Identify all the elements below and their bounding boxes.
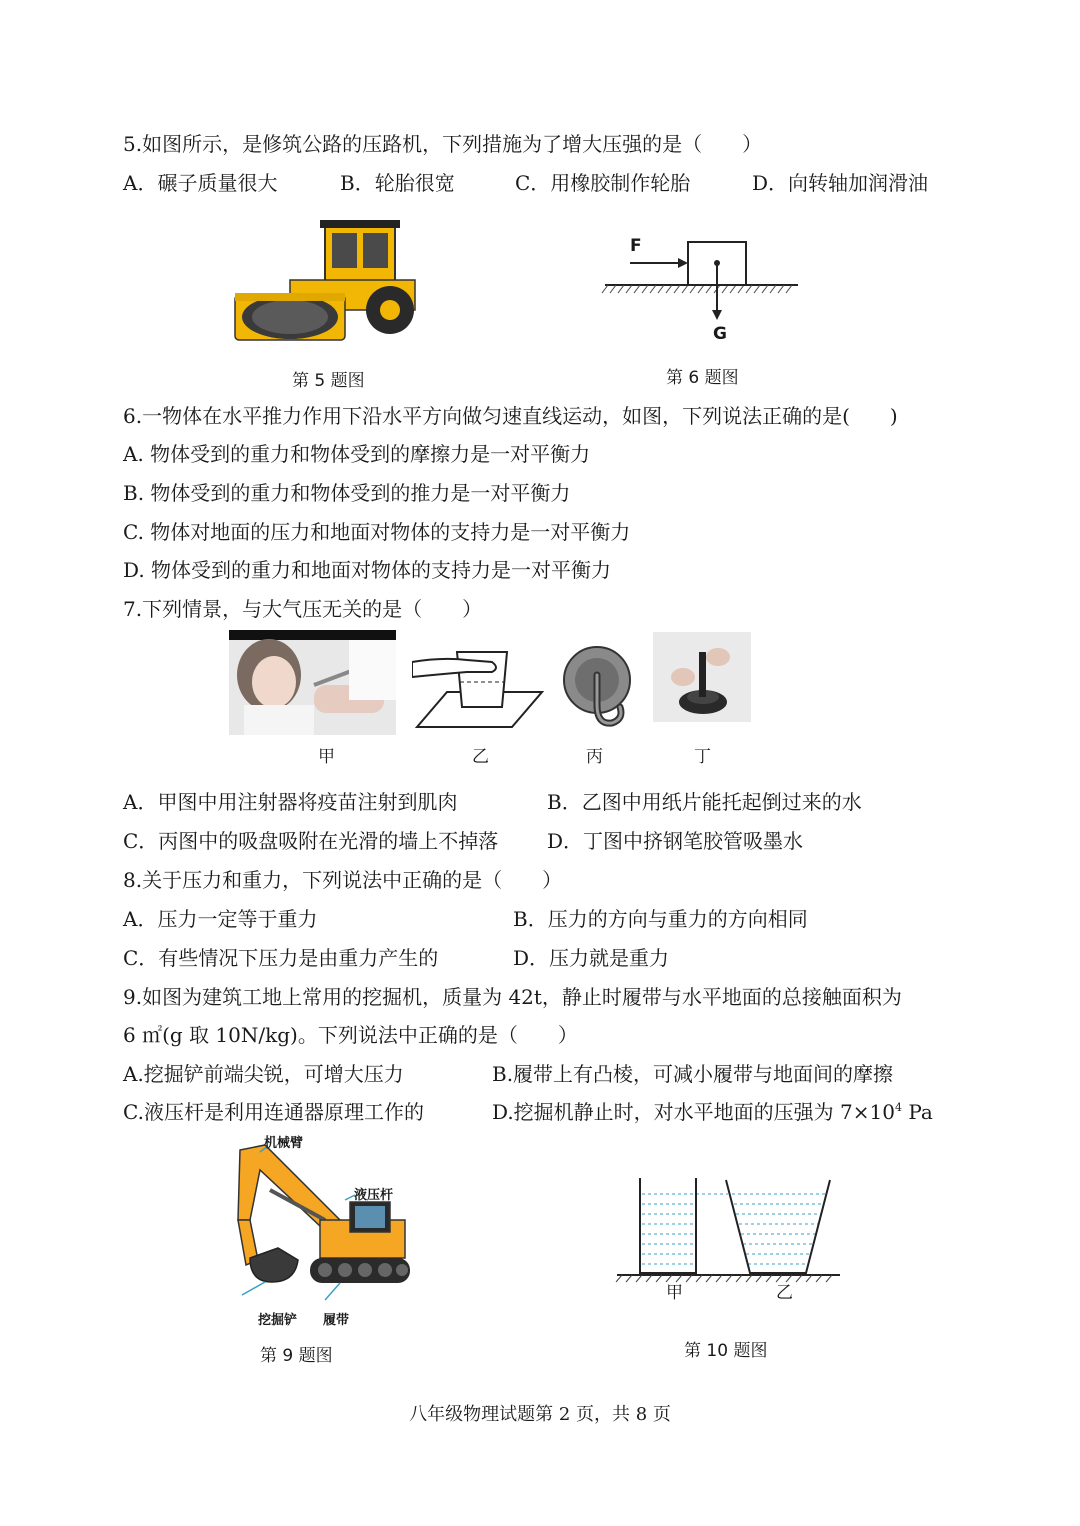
q7-option-a: A．甲图中用注射器将疫苗注射到肌肉 [123, 790, 458, 814]
q5-option-a: A．碾子质量很大 [123, 171, 278, 195]
q6-option-a: A. 物体受到的重力和物体受到的摩擦力是一对平衡力 [123, 442, 591, 466]
road-roller-figure [230, 215, 420, 350]
q6-stem: 6.一物体在水平推力作用下沿水平方向做匀速直线运动，如图，下列说法正确的是( ) [123, 404, 898, 428]
q9-option-c: C.液压杆是利用连通器原理工作的 [123, 1100, 424, 1124]
figure-label-yi: 乙 [472, 747, 489, 767]
page-footer: 八年级物理试题第 2 页，共 8 页 [409, 1404, 671, 1425]
q5-option-d: D．向转轴加润滑油 [752, 171, 929, 195]
bucket-label: 挖掘铲 [258, 1313, 298, 1328]
q8-option-c: C．有些情况下压力是由重力产生的 [123, 946, 439, 970]
q5-option-b: B．轮胎很宽 [340, 171, 455, 195]
q9-figure-caption: 第 9 题图 [260, 1346, 333, 1366]
injection-photo [229, 630, 396, 735]
q6-option-d: D. 物体受到的重力和地面对物体的支持力是一对平衡力 [123, 558, 612, 582]
q7-stem: 7.下列情景，与大气压无关的是（ ） [123, 597, 483, 621]
q10-figure-caption: 第 10 题图 [684, 1341, 768, 1361]
hydraulic-label: 液压杆 [354, 1188, 394, 1203]
q7-option-b: B．乙图中用纸片能托起倒过来的水 [547, 790, 862, 814]
q9-stem-line2: 6 ㎡(g 取 10N/kg)。下列说法中正确的是（ ） [123, 1023, 578, 1047]
q8-option-a: A．压力一定等于重力 [123, 907, 318, 931]
containers-figure [612, 1170, 844, 1285]
figure-label-bing: 丙 [586, 747, 603, 767]
track-label: 履带 [323, 1313, 350, 1328]
container-label-jia: 甲 [666, 1283, 683, 1303]
q7-option-d: D．丁图中挤钢笔胶管吸墨水 [547, 829, 804, 853]
force-label: F [630, 236, 642, 256]
q5-stem: 5.如图所示，是修筑公路的压路机，下列措施为了增大压强的是（ ） [123, 132, 763, 156]
q5-option-c: C．用橡胶制作轮胎 [515, 171, 691, 195]
figure-label-jia: 甲 [318, 747, 335, 767]
q9-option-b: B.履带上有凸棱，可减小履带与地面间的摩擦 [492, 1062, 894, 1086]
q6-option-c: C. 物体对地面的压力和地面对物体的支持力是一对平衡力 [123, 520, 631, 544]
q8-option-d: D．压力就是重力 [513, 946, 670, 970]
q8-option-b: B．压力的方向与重力的方向相同 [513, 907, 808, 931]
q8-stem: 8.关于压力和重力，下列说法中正确的是（ ） [123, 868, 563, 892]
q9-option-a: A.挖掘铲前端尖锐，可增大压力 [123, 1062, 404, 1086]
excavator-figure [210, 1140, 420, 1325]
q6-option-b: B. 物体受到的重力和物体受到的推力是一对平衡力 [123, 481, 571, 505]
q9-option-d-text: D.挖掘机静止时，对水平地面的压强为 7×10 [492, 1100, 895, 1124]
fountain-pen-photo [653, 632, 751, 722]
q9-stem-line1: 9.如图为建筑工地上常用的挖掘机，质量为 42t，静止时履带与水平地面的总接触面积为 [123, 985, 902, 1009]
q9-option-d-unit: Pa [901, 1100, 933, 1124]
q6-figure-caption: 第 6 题图 [666, 368, 739, 388]
figure-label-ding: 丁 [694, 747, 711, 767]
q9-option-d-exponent: 4 [894, 1101, 902, 1114]
gravity-label: G [713, 324, 727, 344]
q7-option-c: C．丙图中的吸盘吸附在光滑的墙上不掉落 [123, 829, 499, 853]
suction-hook-figure [562, 645, 632, 730]
q5-figure-caption: 第 5 题图 [292, 371, 365, 391]
q9-option-d [492, 1100, 933, 1124]
container-label-yi: 乙 [776, 1283, 793, 1303]
inverted-cup-figure [412, 632, 544, 734]
arm-label: 机械臂 [264, 1136, 304, 1151]
